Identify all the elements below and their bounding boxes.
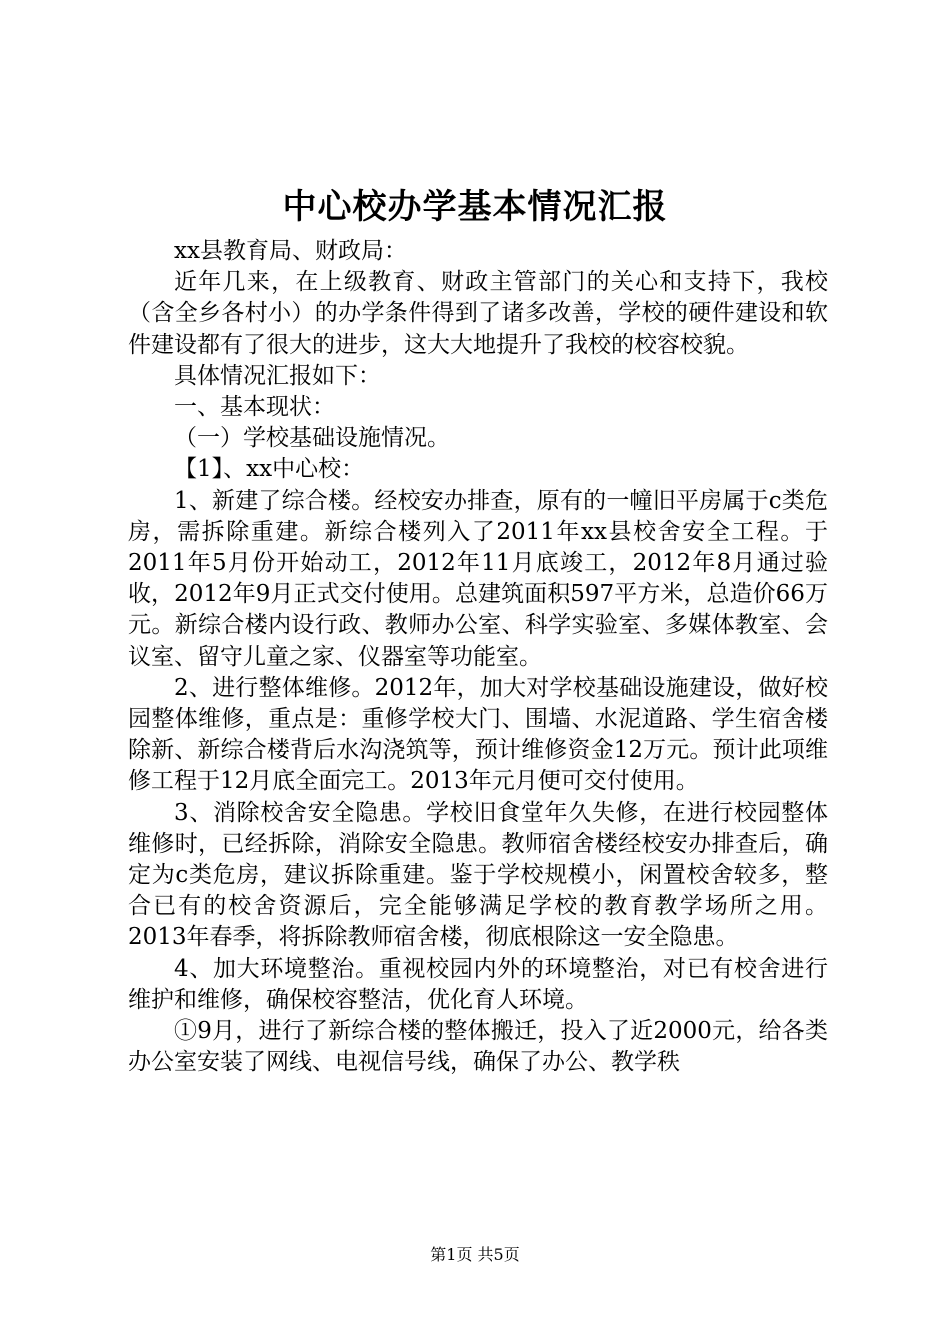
document-body: [128, 236, 828, 1078]
item-paragraph: 3、消除校舍安全隐患。学校旧食堂年久失修，在进行校园整体维修时，已经拆除，消除安全隐患。教师宿舍楼经校安办排查后，确定为c类危房，建议拆除重建。鉴于学校规模小，闲置校舍较多，整合已有的校舍资源后，完全能够满足学校的教育教学场所之用。2013年春季，将拆除教师宿舍楼，彻底根除这一安全隐患。: [128, 799, 828, 951]
item-paragraph: 2、进行整体维修。2012年，加大对学校基础设施建设，做好校园整体维修，重点是：重修学校大门、围墙、水泥道路、学生宿舍楼除新、新综合楼背后水沟浇筑等，预计维修资金12万元。预计此项维修工程于12月底全面完工。2013年元月便可交付使用。: [128, 674, 828, 795]
intro-paragraph: 近年几来，在上级教育、财政主管部门的关心和支持下，我校（含全乡各村小）的办学条件得到了诸多改善，学校的硬件建设和软件建设都有了很大的进步，这大大地提升了我校的校容校貌。: [128, 269, 828, 358]
item-paragraph: ①9月，进行了新综合楼的整体搬迁，投入了近2000元，给各类办公室安装了网线、电视信号线，确保了办公、教学秩: [128, 1018, 828, 1076]
subsection-heading: （一）学校基础设施情况。: [174, 425, 450, 452]
page-number: 第1页 共5页: [430, 1245, 520, 1264]
salutation: xx县教育局、财政局：: [174, 238, 407, 264]
section-heading: 一、基本现状：: [174, 394, 335, 421]
document-title: 中心校办学基本情况汇报: [282, 187, 668, 227]
item-paragraph: 1、新建了综合楼。经校安办排查，原有的一幢旧平房属于c类危房，需拆除重建。新综合楼列入了2011年xx县校舍安全工程。于2011年5月份开始动工，2012年11月底竣工，2012年8月通过验收，2012年9月正式交付使用。总建筑面积597平方米，总造价66万元。新综合楼内设行政、教师办公室、科学实验室、多媒体教室、会议室、留守儿童之家、仪器室等功能室。: [128, 487, 828, 670]
item-paragraph: 4、加大环境整治。重视校园内外的环境整治，对已有校舍进行维护和维修，确保校容整洁，优化育人环境。: [128, 955, 828, 1013]
report-lead-in: 具体情况汇报如下：: [174, 362, 381, 389]
school-heading: 【1】、xx中心校：: [174, 456, 365, 483]
